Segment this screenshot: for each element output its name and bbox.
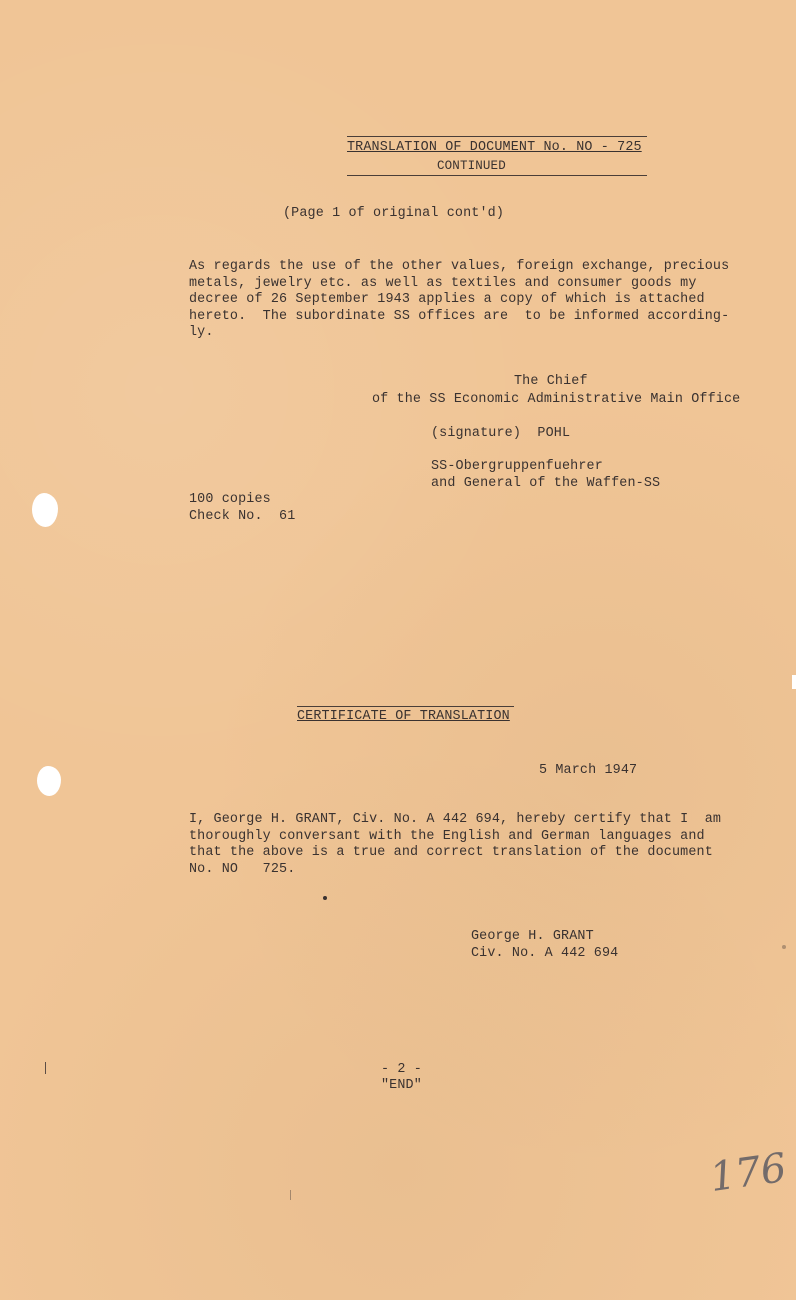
translator-name: George H. GRANT	[471, 929, 594, 944]
translator-civ-number: Civ. No. A 442 694	[471, 946, 619, 961]
header-top-rule	[347, 136, 647, 137]
certificate-date: 5 March 1947	[539, 763, 638, 778]
end-mark: "END"	[381, 1078, 422, 1093]
distribution-copies: 100 copies	[189, 492, 271, 507]
paper-fiber-mark	[290, 1190, 291, 1200]
header-bottom-rule	[347, 175, 647, 176]
signatory-rank-continued: and General of the Waffen-SS	[431, 476, 661, 491]
certificate-top-rule	[297, 706, 514, 707]
certificate-title: CERTIFICATE OF TRANSLATION	[297, 709, 510, 724]
paper-speck	[782, 945, 786, 949]
signatory-organization: of the SS Economic Administrative Main Office	[372, 392, 741, 407]
signatory-rank: SS-Obergruppenfuehrer	[431, 459, 603, 474]
distribution-check-number: Check No. 61	[189, 509, 296, 524]
page-number: - 2 -	[381, 1062, 422, 1077]
ink-dot	[323, 896, 327, 900]
handwritten-page-number: 176	[707, 1144, 790, 1202]
paper-edge-nick	[792, 675, 796, 689]
signature-line: (signature) POHL	[431, 426, 571, 441]
margin-mark	[45, 1062, 46, 1074]
translation-header-subtitle: CONTINUED	[437, 159, 506, 173]
punch-hole-lower	[37, 766, 61, 796]
signatory-title: The Chief	[514, 374, 588, 389]
page-continuation-note: (Page 1 of original cont'd)	[283, 206, 505, 221]
punch-hole-upper	[32, 493, 58, 527]
main-paragraph: As regards the use of the other values, foreign exchange, precious metals, jewelry etc. as well as textiles and consumer goods my decree of 26 September 1943 applies a copy of which is attached hereto. The subordinate SS offices are to be informed according- ly.	[189, 259, 730, 341]
translation-header-title: TRANSLATION OF DOCUMENT No. NO - 725	[347, 140, 642, 155]
certificate-statement: I, George H. GRANT, Civ. No. A 442 694, hereby certify that I am thoroughly conversant with the English and German languages and that the above is a true and correct translation of the document No. NO 725.	[189, 812, 722, 877]
